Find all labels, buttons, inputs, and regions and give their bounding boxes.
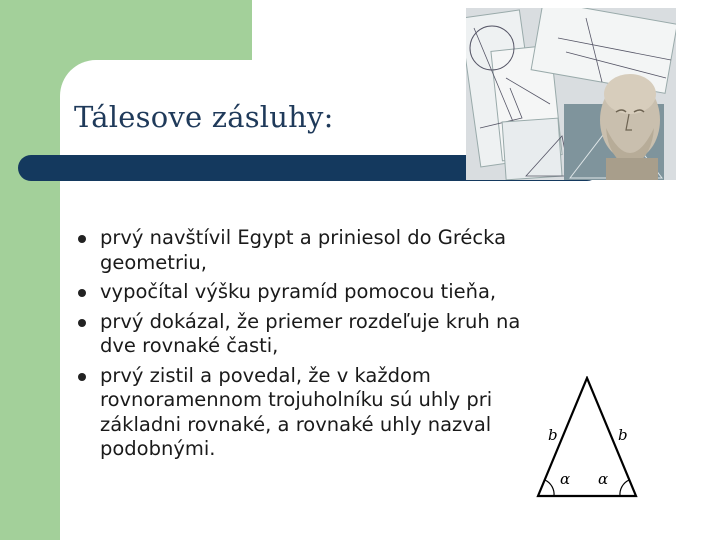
bullet-text: vypočítal výšku pyramíd pomocou tieňa, [100, 280, 497, 303]
bullet-icon [78, 373, 86, 381]
bullet-text: prvý dokázal, že priemer rozdeľuje kruh na dve rovnaké časti, [100, 309, 521, 357]
thales-collage-image [466, 8, 676, 180]
bullet-list [78, 226, 538, 467]
bullet-icon [78, 235, 86, 243]
bullet-icon [78, 319, 86, 327]
angle-label-right: α [598, 470, 609, 488]
list-item [78, 280, 538, 305]
isosceles-triangle-diagram [532, 376, 642, 500]
list-item [78, 226, 538, 275]
slide-title: Tálesove zásluhy: [74, 100, 334, 134]
list-item [78, 364, 538, 462]
list-item [78, 310, 538, 359]
side-label-right: b [618, 426, 628, 444]
side-label-left: b [548, 426, 558, 444]
angle-label-left: α [560, 470, 571, 488]
angle-arc-right [620, 480, 629, 496]
bullet-text: prvý zistil a povedal, že v každom rovnoramennom trojuholníku sú uhly pri základni rovnaké, a rovnaké uhly nazval podobnými. [100, 363, 493, 460]
angle-arc-left [545, 480, 554, 496]
bullet-text: prvý navštívil Egypt a priniesol do Grécka geometriu, [100, 226, 507, 274]
bullet-icon [78, 289, 86, 297]
